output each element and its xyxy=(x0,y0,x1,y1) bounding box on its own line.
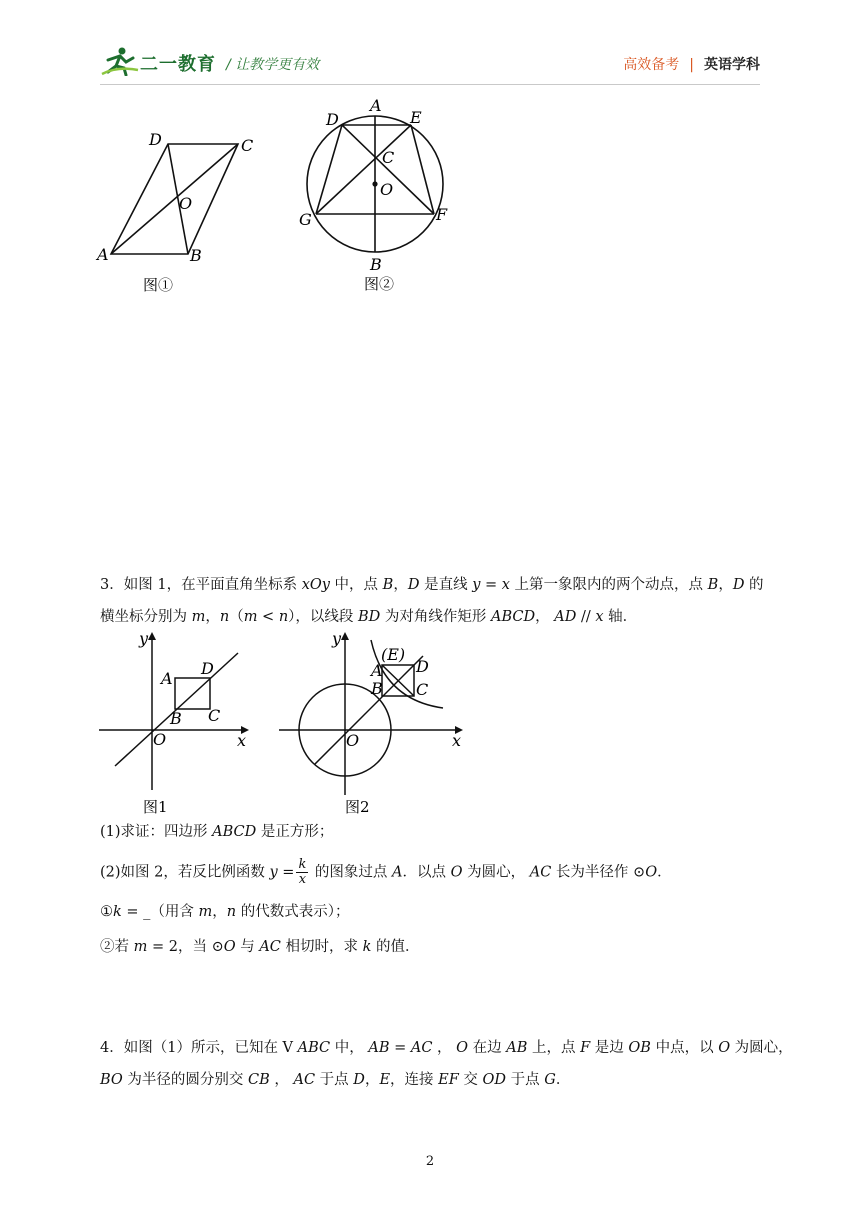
q4-text: 于点 xyxy=(315,1072,354,1088)
header-separator: | xyxy=(689,57,694,73)
q4-math: AC xyxy=(293,1072,316,1088)
q3-fig2-label-d: D xyxy=(416,657,429,676)
q3-math: AD xyxy=(554,609,577,625)
q4-math: E xyxy=(379,1072,391,1088)
q4-math: CB xyxy=(248,1072,270,1088)
q3-math: D xyxy=(407,577,420,593)
q4-math: OB xyxy=(628,1040,651,1056)
q4-math: AC xyxy=(410,1040,433,1056)
q3-math: x xyxy=(595,609,604,625)
q4-text: 在边 xyxy=(468,1040,507,1056)
fraction-k-over-x xyxy=(296,858,308,887)
q4-text: 交 xyxy=(458,1072,483,1088)
header-divider xyxy=(100,84,760,85)
q3-text: 是直线 xyxy=(419,577,473,593)
fig2-label-b: B xyxy=(370,255,382,274)
page-number: 2 xyxy=(425,1154,435,1169)
slogan: / 让教学更有效 xyxy=(226,57,320,73)
q4-line-2 xyxy=(100,1070,760,1090)
q3-fig2-label-e: (E) xyxy=(381,645,406,664)
header-tag-exam: 高效备考 xyxy=(623,57,680,73)
q3-text: = _（用含 xyxy=(121,904,199,920)
q3-math: ⊙O xyxy=(211,939,236,955)
q3-fig2-label-y: y xyxy=(332,630,342,648)
q4-text: 为半径的圆分别交 xyxy=(122,1072,249,1088)
q4-math: EF xyxy=(438,1072,459,1088)
fig1-label-o: O xyxy=(179,194,193,213)
q3-sub-4 xyxy=(100,937,760,957)
q3-math: y = xyxy=(269,864,295,881)
q3-text: = 2，当 xyxy=(147,939,212,955)
q3-text: ， xyxy=(212,904,227,920)
q3-line-2 xyxy=(100,607,760,627)
q3-math: BD xyxy=(358,609,381,625)
q3-fig2-caption: 图2 xyxy=(345,798,370,816)
q4-math: AB xyxy=(506,1040,528,1056)
q3-text: ， xyxy=(535,609,555,625)
q3-text: （ xyxy=(229,609,244,625)
q4-text: 是边 xyxy=(590,1040,629,1056)
q3-text: ． xyxy=(657,864,672,881)
q3-math: n xyxy=(226,904,237,920)
fig1-caption: 图① xyxy=(143,276,174,294)
q3-fig1-label-b: B xyxy=(170,709,182,728)
fig2-label-a: A xyxy=(370,96,382,115)
q4-math: G xyxy=(544,1072,556,1088)
q3-text: 为圆心， xyxy=(462,864,530,881)
q4-line-1 xyxy=(100,1038,793,1058)
page-header xyxy=(100,46,760,86)
q3-text: 的图象过点 xyxy=(310,864,393,881)
q3-text: ．以点 xyxy=(402,864,451,881)
q3-math: ⊙O xyxy=(633,864,658,881)
q3-fig2-label-a: A xyxy=(371,661,383,680)
fig2-caption: 图② xyxy=(364,275,395,293)
q4-math: AB xyxy=(368,1040,390,1056)
q3-fig2-label-b: B xyxy=(371,679,383,698)
q4-text: 中， xyxy=(330,1040,369,1056)
q3-text: ① xyxy=(100,904,113,920)
fraction-denominator: x xyxy=(298,872,307,887)
q3-line-1 xyxy=(100,575,764,595)
q3-math: y = x xyxy=(472,577,510,593)
q3-number: 3． xyxy=(100,577,124,593)
fig2-label-f: F xyxy=(436,205,448,224)
q3-text: ），以线段 xyxy=(288,609,359,625)
q3-text: 长为半径作 xyxy=(551,864,634,881)
q3-math: m xyxy=(198,904,213,920)
q3-fig2-label-c: C xyxy=(416,680,429,699)
q3-math: AC xyxy=(259,939,281,955)
q3-text: 横坐标分别为 xyxy=(100,609,192,625)
fig2-label-c: C xyxy=(382,148,395,167)
q3-text: (1)求证：四边形 xyxy=(100,824,213,840)
q3-math: B xyxy=(382,577,394,593)
q3-fig1-label-a: A xyxy=(161,669,173,688)
q3-text: ②若 xyxy=(100,939,134,955)
q3-math: xOy xyxy=(301,577,330,593)
q3-math: ABCD xyxy=(212,824,257,840)
q3-text: 是正方形； xyxy=(256,824,334,840)
q3-fig1-label-y: y xyxy=(139,630,149,648)
q3-math: m xyxy=(133,939,148,955)
q3-fig1-label-x: x xyxy=(237,731,247,750)
q3-text: 为对角线作矩形 xyxy=(380,609,492,625)
q3-text: ， xyxy=(718,577,733,593)
q3-fig1-caption: 图1 xyxy=(143,798,168,816)
q3-math: ABCD xyxy=(491,609,536,625)
q3-math: O xyxy=(450,864,463,881)
q3-text: 中，点 xyxy=(329,577,383,593)
q3-math: m xyxy=(191,609,206,625)
q3-text: 如图 1，在平面直角坐标系 xyxy=(123,577,302,593)
fig2-label-e: E xyxy=(410,108,422,127)
header-tag-subject: 英语学科 xyxy=(704,57,760,73)
q3-math: A xyxy=(392,864,403,881)
q4-text: ， xyxy=(364,1072,380,1088)
q4-math: F xyxy=(580,1040,591,1056)
q4-text: ， xyxy=(432,1040,457,1056)
q3-text: // xyxy=(576,609,596,625)
running-man-logo-icon xyxy=(100,46,140,76)
q3-sub-1 xyxy=(100,822,760,842)
q3-text: 的代数式表示）； xyxy=(236,904,350,920)
q4-text: = xyxy=(389,1040,411,1056)
q3-fig1-label-o: O xyxy=(153,730,167,749)
fig1-label-b: B xyxy=(190,246,202,265)
fig2-label-g: G xyxy=(299,210,312,229)
q3-fig2-label-x: x xyxy=(452,731,462,750)
fig2-label-o: O xyxy=(380,180,394,199)
q3-text: ， xyxy=(205,609,220,625)
q3-math: k xyxy=(113,904,122,920)
q3-sub-3 xyxy=(100,902,760,922)
q3-text: 与 xyxy=(235,939,260,955)
q3-text: 上第一象限内的两个动点，点 xyxy=(509,577,708,593)
q3-fig2-label-o: O xyxy=(346,731,360,750)
q3-math: D xyxy=(732,577,745,593)
q3-math: n xyxy=(219,609,230,625)
q4-text: 为圆心， xyxy=(730,1040,793,1056)
q3-text: ， xyxy=(393,577,408,593)
q4-math: OD xyxy=(482,1072,507,1088)
q4-math: D xyxy=(353,1072,365,1088)
q3-math: m < n xyxy=(243,609,289,625)
q3-math: AC xyxy=(529,864,552,881)
q4-text: ， xyxy=(269,1072,294,1088)
q4-math: O xyxy=(718,1040,731,1056)
q4-math: ABC xyxy=(297,1040,331,1056)
brand-name: 二一教育 xyxy=(140,54,216,75)
q4-text: 4．如图（1）所示，已知在 V xyxy=(100,1040,298,1056)
fig1-label-a: A xyxy=(97,245,109,264)
q4-text: ，连接 xyxy=(390,1072,439,1088)
fig1-label-d: D xyxy=(149,130,162,149)
header-right xyxy=(623,54,760,74)
q3-fig1-label-c: C xyxy=(208,706,221,725)
fraction-numerator: k xyxy=(298,857,307,872)
q4-text: 于点 xyxy=(506,1072,545,1088)
q3-fig1-label-d: D xyxy=(201,659,214,678)
q3-figure-1 xyxy=(95,630,265,820)
q3-text: 轴． xyxy=(603,609,638,625)
q4-text: ． xyxy=(555,1072,571,1088)
fig2-label-d: D xyxy=(326,110,339,129)
q3-math: B xyxy=(707,577,719,593)
q4-text: 上，点 xyxy=(527,1040,581,1056)
q3-figure-2 xyxy=(275,630,475,820)
q4-math: O xyxy=(456,1040,469,1056)
q3-text: 相切时，求 xyxy=(280,939,363,955)
q4-math: BO xyxy=(100,1072,123,1088)
q3-text: 的值． xyxy=(371,939,420,955)
figure-parallelogram xyxy=(95,125,275,300)
q4-text: 中点，以 xyxy=(650,1040,719,1056)
figure-circle xyxy=(290,95,470,300)
q3-sub-2 xyxy=(100,858,760,887)
q3-text: 的 xyxy=(744,577,764,593)
q3-text: (2)如图 2，若反比例函数 xyxy=(100,864,270,881)
fig1-label-c: C xyxy=(241,136,254,155)
q3-math: k xyxy=(362,939,372,955)
